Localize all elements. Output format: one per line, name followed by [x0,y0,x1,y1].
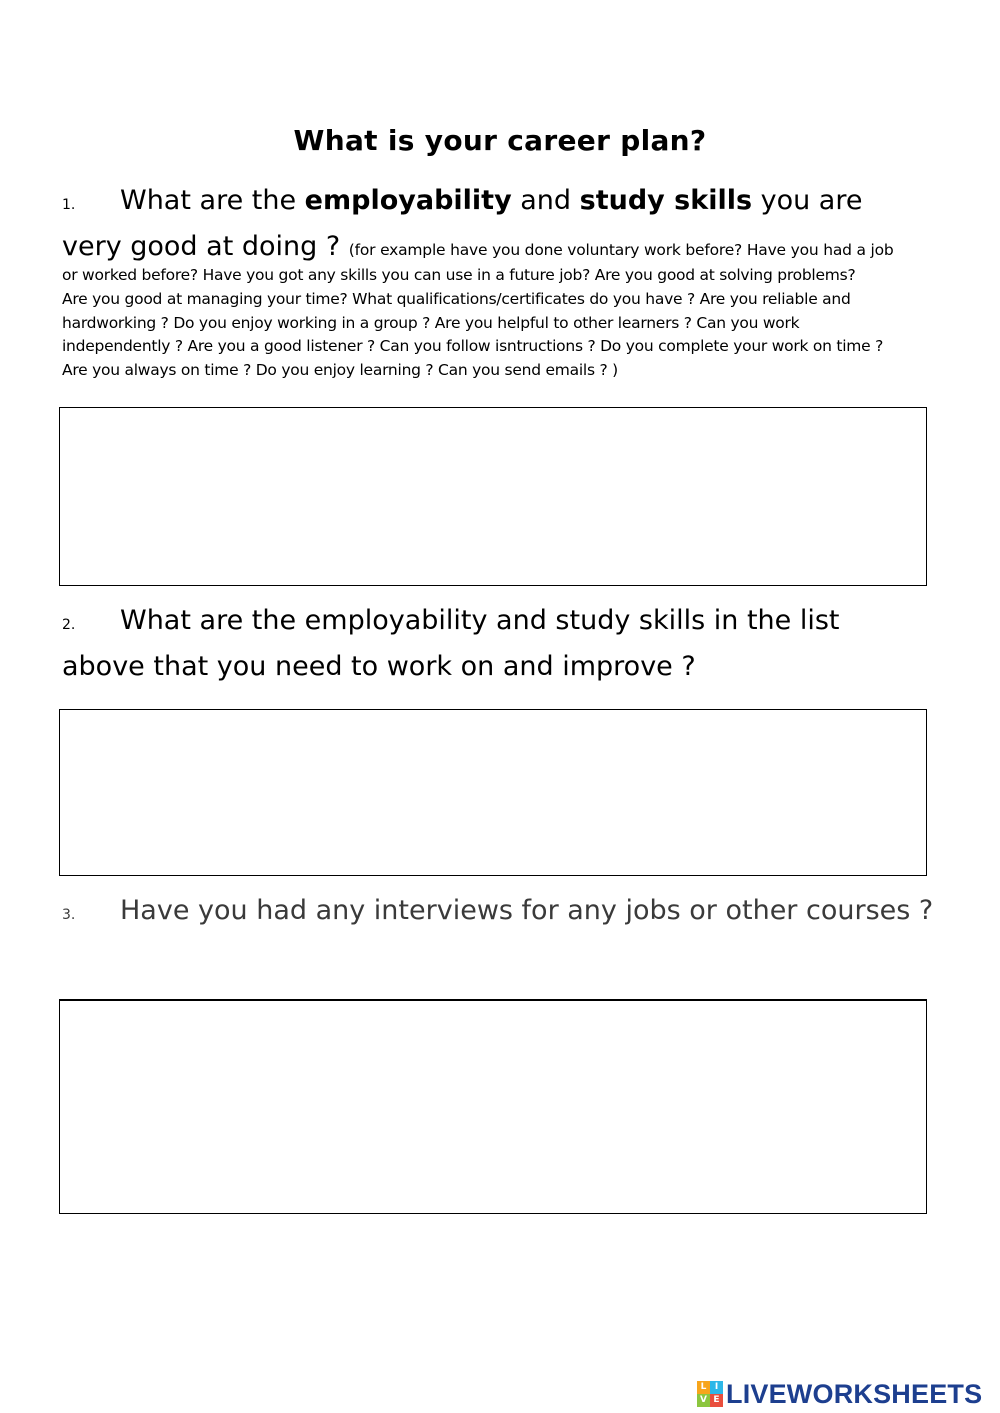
question-2 [62,600,942,688]
answer-box-3[interactable] [59,999,927,1214]
question-1-text-d: very good at doing ? [62,231,349,262]
question-1 [62,180,922,271]
logo-mark-v: V [697,1394,710,1407]
question-2-number: 2. [62,617,76,633]
question-1-number: 1. [62,197,76,213]
question-1-text-a: What are the [120,185,305,216]
question-1-hint [62,264,942,383]
question-1-bold-employability: employability [304,185,512,216]
hint-line: hardworking ? Do you enjoy working in a group ? Are you helpful to other learners ? Can you work [62,313,800,332]
question-2-line-2: above that you need to work on and improve ? [62,651,696,682]
question-2-line-1 [62,600,942,646]
liveworksheets-logo-text: LIVEWORKSHEETS [726,1378,983,1409]
logo-mark-i: I [710,1381,723,1394]
answer-box-1[interactable] [59,407,927,586]
question-3 [62,890,982,936]
logo-mark-e: E [710,1394,723,1407]
question-1-text-b: and [511,185,580,216]
answer-box-2[interactable] [59,709,927,876]
hint-line: or worked before? Have you got any skills you can use in a future job? Are you good at solving problems? [62,266,856,284]
question-1-bold-study-skills: study skills [579,185,753,216]
hint-line: independently ? Are you a good listener ? Can you follow isntructions ? Do you complete your work on time ? [62,337,884,356]
logo-mark-l: L [697,1381,710,1394]
hint-line: Are you good at managing your time? What qualifications/certificates do you have ? Are you reliable and [62,289,851,308]
page-title: What is your career plan? [293,124,707,157]
question-1-text-c: you are [752,185,863,216]
question-3-text: Have you had any interviews for any jobs or other courses ? [120,895,934,926]
question-2-text-a: What are the employability and study skills in the list [120,605,840,636]
liveworksheets-logo [697,1378,982,1410]
question-3-number: 3. [62,907,76,923]
question-1-line-1 [62,180,922,226]
question-1-hint-start: (for example have you done voluntary work before? Have you had a job [348,241,894,259]
hint-line: Are you always on time ? Do you enjoy learning ? Can you send emails ? ) [62,361,618,380]
liveworksheets-logo-icon [697,1381,723,1407]
